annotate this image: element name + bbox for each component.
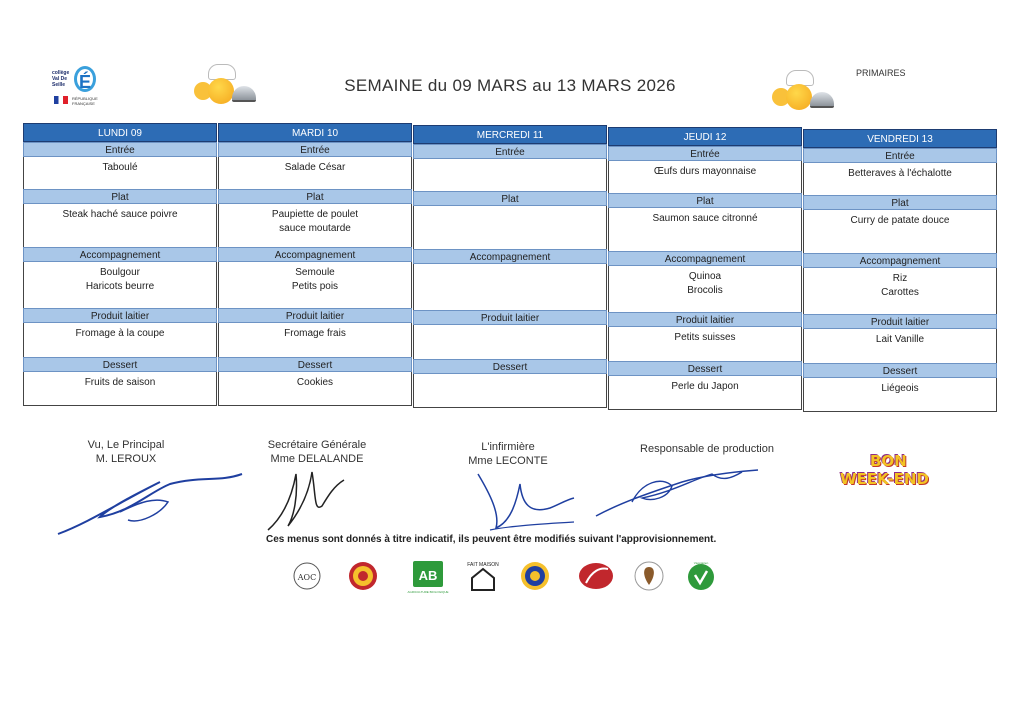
menu-cell bbox=[608, 208, 802, 251]
aop-seal-icon bbox=[348, 561, 378, 591]
aoc-icon bbox=[292, 561, 322, 591]
dish-name: Lait Vanille bbox=[875, 334, 925, 345]
section-header: Produit laitier bbox=[413, 310, 607, 325]
logo-subtext: RÉPUBLIQUE FRANÇAISE bbox=[72, 96, 98, 106]
dish-name: Fromage à la coupe bbox=[75, 328, 165, 339]
logo-text: collège Val De Seille bbox=[52, 70, 70, 88]
menu-cell bbox=[803, 163, 997, 195]
fait-maison-icon bbox=[466, 558, 500, 592]
section-header: Produit laitier bbox=[23, 308, 217, 323]
menu-cell bbox=[413, 374, 607, 408]
section-header: Entrée bbox=[608, 146, 802, 161]
signature-scribble-principal bbox=[50, 462, 250, 542]
bon-weekend-graphic bbox=[836, 452, 954, 514]
ab-bio-icon bbox=[407, 560, 449, 594]
signature-name: Mme DELALANDE bbox=[270, 453, 364, 465]
dish-name: Boulgour bbox=[99, 267, 141, 278]
menu-cell bbox=[413, 325, 607, 359]
section-header: Accompagnement bbox=[218, 247, 412, 262]
chef-left-icon bbox=[190, 64, 260, 114]
dish-name: Semoule bbox=[295, 267, 335, 278]
signature-role: L'infirmière bbox=[481, 441, 535, 453]
menu-cell bbox=[23, 372, 217, 406]
section-header: Accompagnement bbox=[413, 249, 607, 264]
dish-name: Petits pois bbox=[291, 281, 339, 292]
dish-name: Brocolis bbox=[687, 285, 723, 296]
school-level: PRIMAIRES bbox=[856, 68, 906, 78]
french-flag-icon bbox=[54, 96, 68, 104]
dish-name: Steak haché sauce poivre bbox=[62, 209, 178, 220]
menu-cell bbox=[413, 264, 607, 310]
menu-cell bbox=[413, 206, 607, 249]
menu-cell bbox=[218, 262, 412, 308]
menu-cell bbox=[803, 378, 997, 412]
menu-cell bbox=[608, 161, 802, 193]
signature-role: Vu, Le Principal bbox=[87, 439, 165, 451]
svg-text:Végétarien: Végétarien bbox=[693, 561, 709, 565]
signature-production bbox=[612, 442, 802, 456]
dish-name: Cookies bbox=[296, 377, 334, 388]
dish-name: Curry de patate douce bbox=[850, 215, 950, 226]
label-rouge-icon bbox=[578, 561, 614, 591]
college-logo bbox=[48, 64, 98, 112]
dish-name: Perle du Japon bbox=[671, 381, 739, 392]
dish-name: Saumon sauce citronné bbox=[652, 213, 758, 224]
section-header: Entrée bbox=[803, 148, 997, 163]
day-header: LUNDI 09 bbox=[23, 123, 217, 142]
bon-weekend-line2: WEEK-END bbox=[840, 470, 929, 488]
svg-text:AGRICULTURE BIOLOGIQUE: AGRICULTURE BIOLOGIQUE bbox=[407, 590, 449, 594]
section-header: Accompagnement bbox=[803, 253, 997, 268]
day-column bbox=[413, 125, 607, 408]
section-header: Dessert bbox=[413, 359, 607, 374]
dish-name: Liégeois bbox=[881, 383, 919, 394]
section-header: Plat bbox=[23, 189, 217, 204]
signature-scribble-nurse bbox=[470, 464, 580, 534]
section-header: Produit laitier bbox=[218, 308, 412, 323]
dish-name: Fruits de saison bbox=[84, 377, 156, 388]
signature-name: M. LEROUX bbox=[95, 453, 157, 465]
day-header: MERCREDI 11 bbox=[413, 125, 607, 144]
signature-secretary bbox=[246, 438, 388, 466]
vegetarien-icon bbox=[686, 561, 716, 591]
logo-letter: É bbox=[74, 66, 96, 92]
menu-cell bbox=[218, 157, 412, 189]
signature-scribble-production bbox=[592, 462, 762, 522]
menu-cell bbox=[23, 204, 217, 247]
dish-name: Haricots beurre bbox=[85, 281, 155, 292]
section-header: Accompagnement bbox=[23, 247, 217, 262]
day-column bbox=[23, 123, 217, 406]
section-header: Entrée bbox=[413, 144, 607, 159]
igp-seal-icon bbox=[520, 561, 550, 591]
menu-cell bbox=[803, 268, 997, 314]
section-header: Dessert bbox=[608, 361, 802, 376]
signature-name: Mme LECONTE bbox=[468, 455, 548, 467]
dish-name: Quinoa bbox=[688, 271, 722, 282]
signature-scribble-secretary bbox=[264, 466, 354, 536]
dish-name: Petits suisses bbox=[674, 332, 736, 343]
menu-cell bbox=[413, 159, 607, 191]
dish-name: Betteraves à l'échalotte bbox=[848, 168, 952, 179]
section-header: Produit laitier bbox=[608, 312, 802, 327]
menu-cell bbox=[23, 157, 217, 189]
section-header: Dessert bbox=[803, 363, 997, 378]
day-column bbox=[608, 127, 802, 410]
menu-cell bbox=[608, 327, 802, 361]
day-header: VENDREDI 13 bbox=[803, 129, 997, 148]
section-header: Dessert bbox=[23, 357, 217, 372]
dish-name: Taboulé bbox=[102, 162, 138, 173]
dish-name: Riz bbox=[892, 273, 908, 284]
svg-text:AB: AB bbox=[418, 568, 438, 583]
menu-cell bbox=[803, 210, 997, 253]
section-header: Plat bbox=[608, 193, 802, 208]
menu-cell bbox=[608, 266, 802, 312]
dish-name: Salade César bbox=[284, 162, 346, 173]
menu-cell bbox=[218, 204, 412, 247]
menu-cell bbox=[218, 372, 412, 406]
menu-cell bbox=[218, 323, 412, 357]
signature-role: Secrétaire Générale bbox=[267, 439, 367, 451]
section-header: Entrée bbox=[23, 142, 217, 157]
produit-local-icon bbox=[634, 561, 664, 591]
day-column bbox=[218, 123, 412, 406]
dish-name: sauce moutarde bbox=[279, 223, 351, 234]
menu-cell bbox=[803, 329, 997, 363]
section-header: Plat bbox=[803, 195, 997, 210]
disclaimer-note: Ces menus sont donnés à titre indicatif, ils peuvent être modifiés suivant l'approvisionnement. bbox=[266, 534, 717, 545]
signature-role: Responsable de production bbox=[640, 443, 774, 455]
bon-weekend-line1: BON bbox=[870, 452, 907, 470]
section-header: Produit laitier bbox=[803, 314, 997, 329]
section-header: Plat bbox=[218, 189, 412, 204]
day-header: MARDI 10 bbox=[218, 123, 412, 142]
svg-text:FAIT MAISON: FAIT MAISON bbox=[467, 562, 499, 568]
menu-cell bbox=[23, 323, 217, 357]
dish-name: Paupiette de poulet bbox=[271, 209, 359, 220]
dish-name: Œufs durs mayonnaise bbox=[653, 166, 757, 177]
dish-name: Carottes bbox=[881, 287, 919, 298]
section-header: Accompagnement bbox=[608, 251, 802, 266]
dish-name: Fromage frais bbox=[284, 328, 346, 339]
svg-text:AOC: AOC bbox=[297, 573, 317, 582]
menu-cell bbox=[23, 262, 217, 308]
section-header: Dessert bbox=[218, 357, 412, 372]
day-header: JEUDI 12 bbox=[608, 127, 802, 146]
chef-right-icon bbox=[768, 70, 838, 120]
day-column bbox=[803, 129, 997, 412]
menu-cell bbox=[608, 376, 802, 410]
section-header: Plat bbox=[413, 191, 607, 206]
page-title: SEMAINE du 09 MARS au 13 MARS 2026 bbox=[344, 76, 676, 95]
section-header: Entrée bbox=[218, 142, 412, 157]
